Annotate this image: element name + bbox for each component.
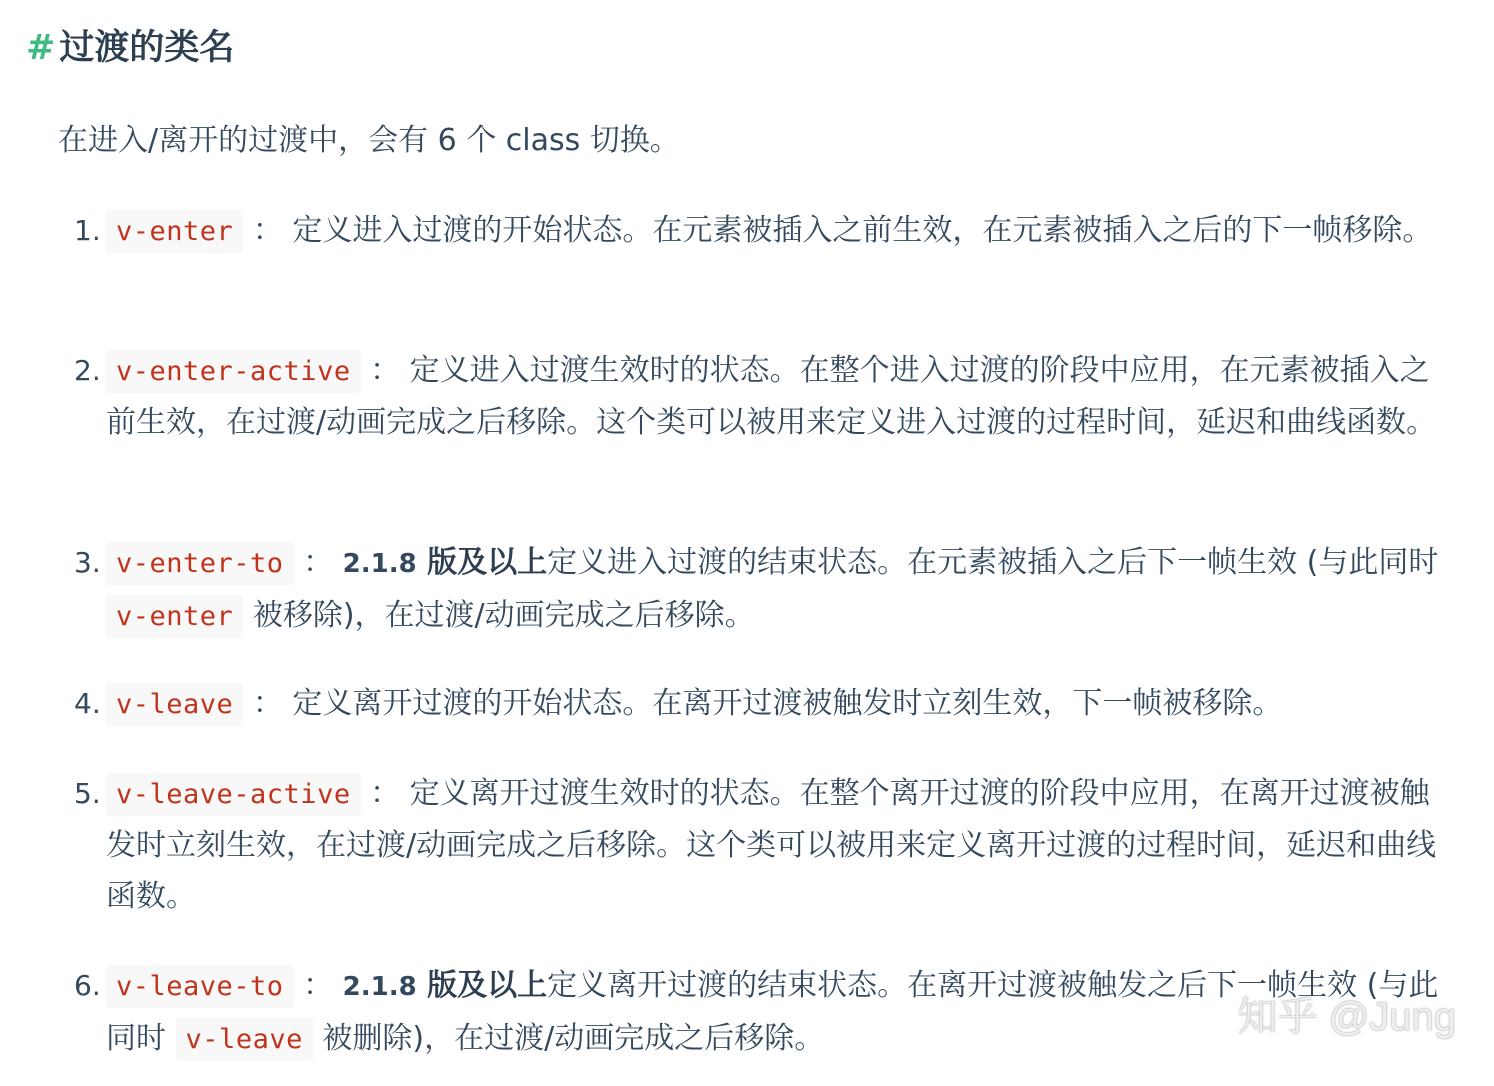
separator: ： bbox=[252, 213, 283, 248]
list-item bbox=[74, 345, 1456, 448]
inline-code: v-enter bbox=[106, 595, 243, 638]
inline-code: v-enter-to bbox=[106, 542, 294, 585]
item-description: 定义离开过渡的结束状态。在离开过渡被触发之后下一帧生效 (与此同时 bbox=[106, 968, 1439, 1056]
separator: ： bbox=[370, 776, 401, 811]
inline-code: v-leave-to bbox=[106, 965, 294, 1008]
separator: ： bbox=[370, 353, 401, 388]
version-strong: 版及以上 bbox=[416, 968, 548, 1003]
version-strong: 版及以上 bbox=[416, 545, 548, 580]
item-description: 定义进入过渡生效时的状态。在整个进入过渡的阶段中应用，在元素被插入之前生效，在过渡/动画完成之后移除。这个类可以被用来定义进入过渡的过程时间，延迟和曲线函数。 bbox=[106, 353, 1437, 440]
list-number: 3. bbox=[74, 546, 101, 579]
separator: ： bbox=[303, 968, 334, 1003]
list-item bbox=[74, 768, 1456, 922]
section-heading bbox=[26, 22, 234, 74]
list-number: 1. bbox=[74, 214, 101, 247]
list-number: 6. bbox=[74, 969, 101, 1002]
version-label: 2.1.8 bbox=[342, 972, 417, 1002]
item-description: 定义进入过渡的开始状态。在元素被插入之前生效，在元素被插入之后的下一帧移除。 bbox=[292, 213, 1433, 248]
intro-paragraph: 在进入/离开的过渡中，会有 6 个 class 切换。 bbox=[58, 123, 680, 158]
item-description: 定义进入过渡的结束状态。在元素被插入之后下一帧生效 (与此同时 bbox=[547, 545, 1439, 580]
list-item bbox=[74, 678, 1456, 730]
separator: ： bbox=[252, 686, 283, 721]
separator: ： bbox=[303, 545, 334, 580]
list-item bbox=[74, 205, 1456, 257]
item-description: 定义离开过渡的开始状态。在离开过渡被触发时立刻生效，下一帧被移除。 bbox=[292, 686, 1283, 721]
list-number: 2. bbox=[74, 354, 101, 387]
item-description: 定义离开过渡生效时的状态。在整个离开过渡的阶段中应用，在离开过渡被触发时立刻生效，在过渡/动画完成之后移除。这个类可以被用来定义离开过渡的过程时间，延迟和曲线函数。 bbox=[106, 776, 1437, 914]
inline-code: v-leave bbox=[106, 683, 243, 726]
inline-code: v-enter bbox=[106, 210, 243, 253]
list-number: 4. bbox=[74, 687, 101, 720]
watermark: 知乎 @Jung bbox=[1237, 995, 1456, 1039]
heading-title: 过渡的类名 bbox=[59, 28, 235, 68]
item-description-tail: 被删除)，在过渡/动画完成之后移除。 bbox=[322, 1021, 825, 1056]
inline-code: v-leave bbox=[176, 1018, 313, 1061]
version-label: 2.1.8 bbox=[342, 549, 417, 579]
inline-code: v-leave-active bbox=[106, 773, 361, 816]
list-number: 5. bbox=[74, 777, 101, 810]
item-description-tail: 被移除)，在过渡/动画完成之后移除。 bbox=[252, 598, 755, 633]
list-item bbox=[74, 537, 1456, 642]
inline-code: v-enter-active bbox=[106, 350, 361, 393]
anchor-hash-link[interactable]: # bbox=[26, 28, 56, 68]
